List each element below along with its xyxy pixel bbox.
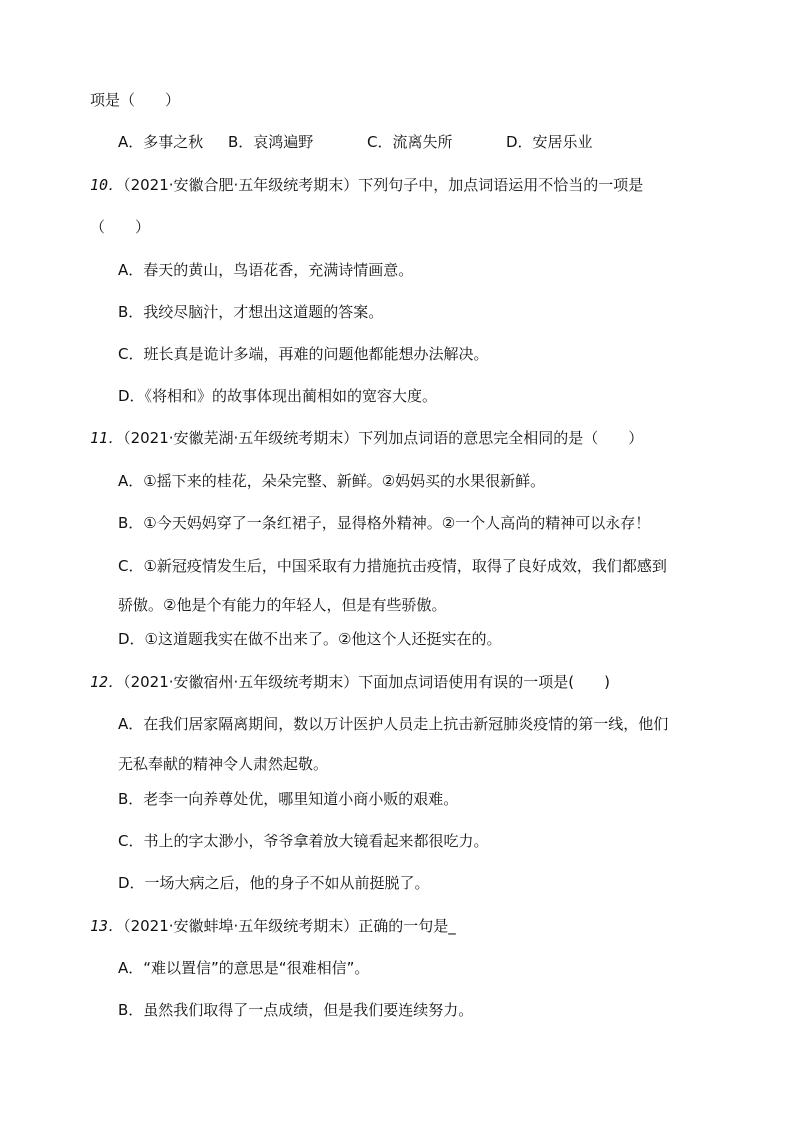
q13-number: 13．	[90, 917, 124, 935]
q10-stem	[90, 175, 643, 195]
q11-option-c: C．①新冠疫情发生后，中国采取有力措施抗击疫情，取得了良好成效，我们都感到	[118, 557, 667, 575]
q11-option-d: D．①这道题我实在做不出来了。②他这个人还挺实在的。	[118, 630, 502, 648]
q9-option-b: B．哀鸿遍野	[228, 133, 314, 151]
q12-option-c: C．书上的字太渺小，爷爷拿着放大镜看起来都很吃力。	[118, 832, 489, 850]
q13-stem-text: 正确的一句是_	[358, 917, 456, 935]
q11-option-c-cont: 骄傲。②他是个有能力的年轻人，但是有些骄傲。	[118, 596, 447, 614]
q11-option-a: A．①摇下来的桂花，朵朵完整、新鲜。②妈妈买的水果很新鲜。	[118, 472, 546, 490]
q12-stem-text: 下面加点词语使用有误的一项是( )	[358, 673, 610, 691]
q11-stem	[90, 428, 643, 448]
q12-source: （2021·安徽宿州·五年级统考期末）	[123, 673, 359, 691]
q12-option-a: A．在我们居家隔离期间，数以万计医护人员走上抗击新冠肺炎疫情的第一线，他们	[118, 715, 669, 733]
q9-option-d: D．安居乐业	[506, 133, 593, 151]
q10-option-c: C．班长真是诡计多端，再难的问题他都能想办法解决。	[118, 345, 489, 363]
q12-option-a-cont: 无私奉献的精神令人肃然起敬。	[118, 755, 329, 773]
q11-stem-text: 下列加点词语的意思完全相同的是（ ）	[358, 429, 644, 447]
q13-source: （2021·安徽蚌埠·五年级统考期末）	[123, 917, 359, 935]
q12-option-b: B．老李一向养尊处优，哪里知道小商小贩的艰难。	[118, 790, 459, 808]
q13-option-b: B．虽然我们取得了一点成绩，但是我们要连续努力。	[118, 1001, 474, 1019]
q10-answer-paren: （ ）	[90, 218, 151, 236]
q11-source: （2021·安徽芜湖·五年级统考期末）	[123, 429, 359, 447]
q10-number: 10．	[90, 176, 124, 194]
q9-option-c: C．流离失所	[367, 133, 453, 151]
q13-stem	[90, 916, 456, 936]
q11-number: 11．	[90, 429, 124, 447]
q10-option-b: B．我绞尽脑汁，才想出这道题的答案。	[118, 303, 384, 321]
q11-option-b: B．①今天妈妈穿了一条红裙子，显得格外精神。②一个人高尚的精神可以永存！	[118, 514, 651, 532]
q12-option-d: D．一场大病之后，他的身子不如从前挺脱了。	[118, 874, 430, 892]
q10-stem-text: 下列句子中，加点词语运用不恰当的一项是	[358, 176, 644, 194]
q9-stem-tail: 项是（ ）	[90, 91, 181, 109]
q9-option-a: A．多事之秋	[118, 133, 204, 151]
q13-option-a: A．“难以置信”的意思是“很难相信”。	[118, 959, 370, 977]
q10-option-d: D．《将相和》的故事体现出蔺相如的宽容大度。	[118, 387, 438, 405]
q10-option-a: A．春天的黄山，鸟语花香，充满诗情画意。	[118, 261, 414, 279]
q12-number: 12．	[90, 673, 124, 691]
q10-source: （2021·安徽合肥·五年级统考期末）	[123, 176, 359, 194]
q12-stem	[90, 672, 610, 692]
